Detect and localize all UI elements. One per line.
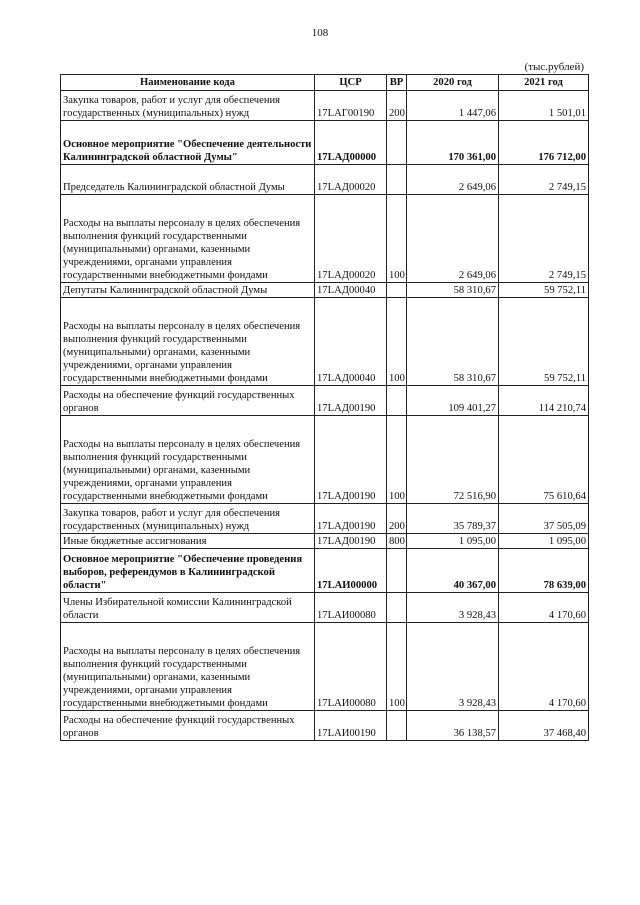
units-label: (тыс.рублей) — [524, 61, 584, 73]
cell-vr: 100 — [387, 416, 407, 504]
cell-2021: 4 170,60 — [499, 593, 589, 623]
cell-vr — [387, 283, 407, 298]
cell-name: Расходы на выплаты персоналу в целях обеспечения выполнения функций государственными (муниципальными) органами, казенными учреждениями, органами управления государственными внебюджетными фондами — [61, 298, 315, 386]
cell-name: Депутаты Калининградской областной Думы — [61, 283, 315, 298]
cell-csr: 17LAД00020 — [315, 195, 387, 283]
cell-vr — [387, 165, 407, 195]
cell-2020: 36 138,57 — [407, 711, 499, 741]
cell-csr: 17LAИ00190 — [315, 711, 387, 741]
cell-name: Основное мероприятие "Обеспечение деятельности Калининградской областной Думы" — [61, 121, 315, 165]
cell-vr — [387, 711, 407, 741]
table-row — [61, 416, 589, 504]
cell-2020: 58 310,67 — [407, 298, 499, 386]
cell-2021: 37 468,40 — [499, 711, 589, 741]
cell-csr: 17LAД00190 — [315, 386, 387, 416]
cell-name: Расходы на выплаты персоналу в целях обеспечения выполнения функций государственными (муниципальными) органами, казенными учреждениями, органами управления государственными внебюджетными фондами — [61, 416, 315, 504]
cell-vr: 100 — [387, 195, 407, 283]
cell-2020: 1 447,06 — [407, 91, 499, 121]
header-2020: 2020 год — [407, 75, 499, 91]
table-row — [61, 165, 589, 195]
cell-2020: 58 310,67 — [407, 283, 499, 298]
cell-2021: 176 712,00 — [499, 121, 589, 165]
cell-2021: 114 210,74 — [499, 386, 589, 416]
table-header-row — [61, 75, 589, 91]
header-name: Наименование кода — [61, 75, 315, 91]
cell-2020: 35 789,37 — [407, 504, 499, 534]
cell-vr: 800 — [387, 534, 407, 549]
cell-2021: 1 095,00 — [499, 534, 589, 549]
table-row — [61, 121, 589, 165]
cell-2020: 2 649,06 — [407, 165, 499, 195]
table-row — [61, 283, 589, 298]
cell-name: Председатель Калининградской областной Думы — [61, 165, 315, 195]
cell-2020: 40 367,00 — [407, 549, 499, 593]
cell-name: Расходы на обеспечение функций государственных органов — [61, 386, 315, 416]
cell-csr: 17LAИ00000 — [315, 549, 387, 593]
budget-table — [60, 74, 589, 741]
cell-vr: 200 — [387, 91, 407, 121]
cell-2020: 3 928,43 — [407, 623, 499, 711]
cell-vr: 200 — [387, 504, 407, 534]
cell-csr: 17LAИ00080 — [315, 623, 387, 711]
cell-2021: 37 505,09 — [499, 504, 589, 534]
header-csr: ЦСР — [315, 75, 387, 91]
cell-2021: 2 749,15 — [499, 165, 589, 195]
cell-2021: 1 501,01 — [499, 91, 589, 121]
cell-csr: 17LAГ00190 — [315, 91, 387, 121]
cell-2020: 2 649,06 — [407, 195, 499, 283]
cell-name: Расходы на обеспечение функций государственных органов — [61, 711, 315, 741]
table-row — [61, 91, 589, 121]
cell-name: Закупка товаров, работ и услуг для обеспечения государственных (муниципальных) нужд — [61, 91, 315, 121]
table-row — [61, 195, 589, 283]
cell-2020: 170 361,00 — [407, 121, 499, 165]
table-row — [61, 504, 589, 534]
cell-2020: 109 401,27 — [407, 386, 499, 416]
table-row — [61, 386, 589, 416]
table-row — [61, 711, 589, 741]
cell-2020: 3 928,43 — [407, 593, 499, 623]
cell-name: Расходы на выплаты персоналу в целях обеспечения выполнения функций государственными (муниципальными) органами, казенными учреждениями, органами управления государственными внебюджетными фондами — [61, 623, 315, 711]
cell-2021: 2 749,15 — [499, 195, 589, 283]
cell-csr: 17LAД00190 — [315, 504, 387, 534]
table-body — [61, 91, 589, 741]
cell-csr: 17LAД00190 — [315, 416, 387, 504]
cell-name: Закупка товаров, работ и услуг для обеспечения государственных (муниципальных) нужд — [61, 504, 315, 534]
cell-2021: 75 610,64 — [499, 416, 589, 504]
cell-vr: 100 — [387, 623, 407, 711]
cell-csr: 17LAД00040 — [315, 283, 387, 298]
cell-2021: 59 752,11 — [499, 283, 589, 298]
table-row — [61, 593, 589, 623]
cell-csr: 17LAИ00080 — [315, 593, 387, 623]
cell-csr: 17LAД00040 — [315, 298, 387, 386]
cell-2021: 59 752,11 — [499, 298, 589, 386]
table-row — [61, 623, 589, 711]
cell-vr: 100 — [387, 298, 407, 386]
table-row — [61, 549, 589, 593]
cell-vr — [387, 386, 407, 416]
header-vr: ВР — [387, 75, 407, 91]
table-row — [61, 298, 589, 386]
cell-2021: 4 170,60 — [499, 623, 589, 711]
cell-csr: 17LAД00020 — [315, 165, 387, 195]
table-row — [61, 534, 589, 549]
cell-2020: 72 516,90 — [407, 416, 499, 504]
cell-2021: 78 639,00 — [499, 549, 589, 593]
cell-2020: 1 095,00 — [407, 534, 499, 549]
cell-name: Основное мероприятие "Обеспечение проведения выборов, референдумов в Калининградской области" — [61, 549, 315, 593]
cell-vr — [387, 121, 407, 165]
page-number: 108 — [311, 27, 329, 39]
header-2021: 2021 год — [499, 75, 589, 91]
cell-name: Иные бюджетные ассигнования — [61, 534, 315, 549]
cell-name: Расходы на выплаты персоналу в целях обеспечения выполнения функций государственными (муниципальными) органами, казенными учреждениями, органами управления государственными внебюджетными фондами — [61, 195, 315, 283]
cell-vr — [387, 593, 407, 623]
cell-name: Члены Избирательной комиссии Калининградской области — [61, 593, 315, 623]
cell-vr — [387, 549, 407, 593]
cell-csr: 17LAД00000 — [315, 121, 387, 165]
cell-csr: 17LAД00190 — [315, 534, 387, 549]
